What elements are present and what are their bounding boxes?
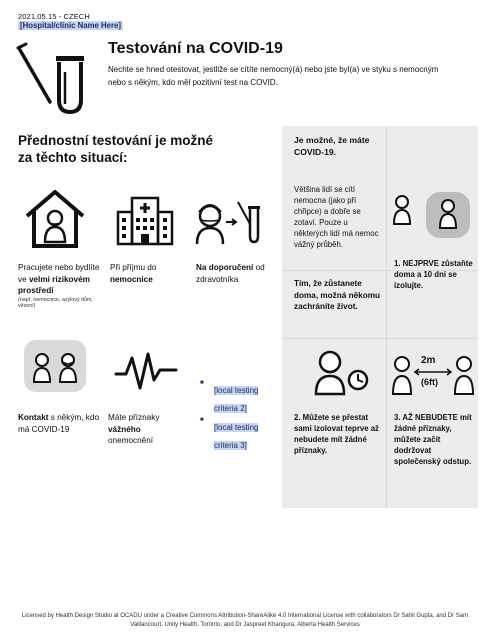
doctor-referral-icon: [196, 198, 262, 246]
license-footer: Licensed by Health Design Studio at OCADU under a Creative Commons Attribution-ShareAlike 4.0 International License with collaborators Dr Sahil Gupta, and Dr Sam Vaillancourt, Unity Health, Toronto, and Dr Jaspreet Khangura, Alberta Health Services: [21, 613, 469, 628]
item-hospital-admission: Při příjmu do nemocnice: [110, 263, 157, 284]
item-high-risk-setting: Pracujete nebo bydlíte ve velmi rizikovém prostředí (např. nemocnice, azylový dům, vězení): [18, 263, 100, 309]
panel-divider: [386, 126, 387, 508]
intro-text: Nechte se hned otestovat, jestliže se cítíte nemocný(á) nebo jste byl(a) ve styku s nemocným nebo s někým, kdo měl pozitivní test na COVID.: [108, 65, 439, 87]
step-2-text: 2. Můžete se přestat sami izolovat teprve až nebudete mít žádné příznaky.: [294, 413, 379, 455]
item-severe-symptoms: Máte příznaky vážného onemocnění: [108, 413, 160, 445]
priority-heading: Přednostní testování je možné za těchto situací:: [18, 133, 214, 165]
hospital-name-placeholder[interactable]: [Hospital/clinic Name Here]: [20, 21, 121, 30]
heartbeat-icon: [116, 350, 176, 392]
panel-divider: [282, 338, 478, 339]
local-criteria-3[interactable]: ■ [local testing criteria 3]: [200, 417, 270, 453]
hospital-icon: [116, 196, 174, 246]
step-3-text: 3. AŽ NEBUDETE mít žádné příznaky, můžete začít dodržovat společenský odstup.: [394, 413, 472, 466]
panel-question: Je možné, že máte COVID-19.: [294, 135, 370, 157]
person-clock-icon: [312, 350, 372, 396]
test-tube-swab-icon: [16, 44, 88, 116]
page-title: Testování na COVID-19: [108, 40, 283, 57]
isolation-icon: [392, 192, 472, 238]
local-criteria-2[interactable]: ■ [local testing criteria 2]: [200, 380, 270, 416]
item-contact: Kontakt s někým, kdo má COVID-19: [18, 413, 99, 434]
contact-people-icon: [24, 340, 86, 392]
panel-explanation: Většina lidí se cítí nemocna (jako při chřipce) a dobře se zotaví. Pouze u některých lidí má nemoc vážný průběh.: [294, 185, 379, 249]
item-clinician-referral: Na doporučení od zdravotníka: [196, 263, 265, 284]
step-1-text: 1. NEJPRVE zůstaňte doma a 10 dní se izolujte.: [394, 259, 473, 290]
local-criteria-list: [200, 380, 270, 454]
save-lives-text: Tím, že zůstanete doma, možná někomu zachráníte život.: [294, 279, 380, 311]
distance-feet: (6ft): [421, 377, 438, 387]
date-country: 2021.05.15 - CZECH: [18, 12, 90, 21]
house-person-icon: [24, 188, 86, 250]
distance-meters: 2m: [421, 355, 436, 366]
